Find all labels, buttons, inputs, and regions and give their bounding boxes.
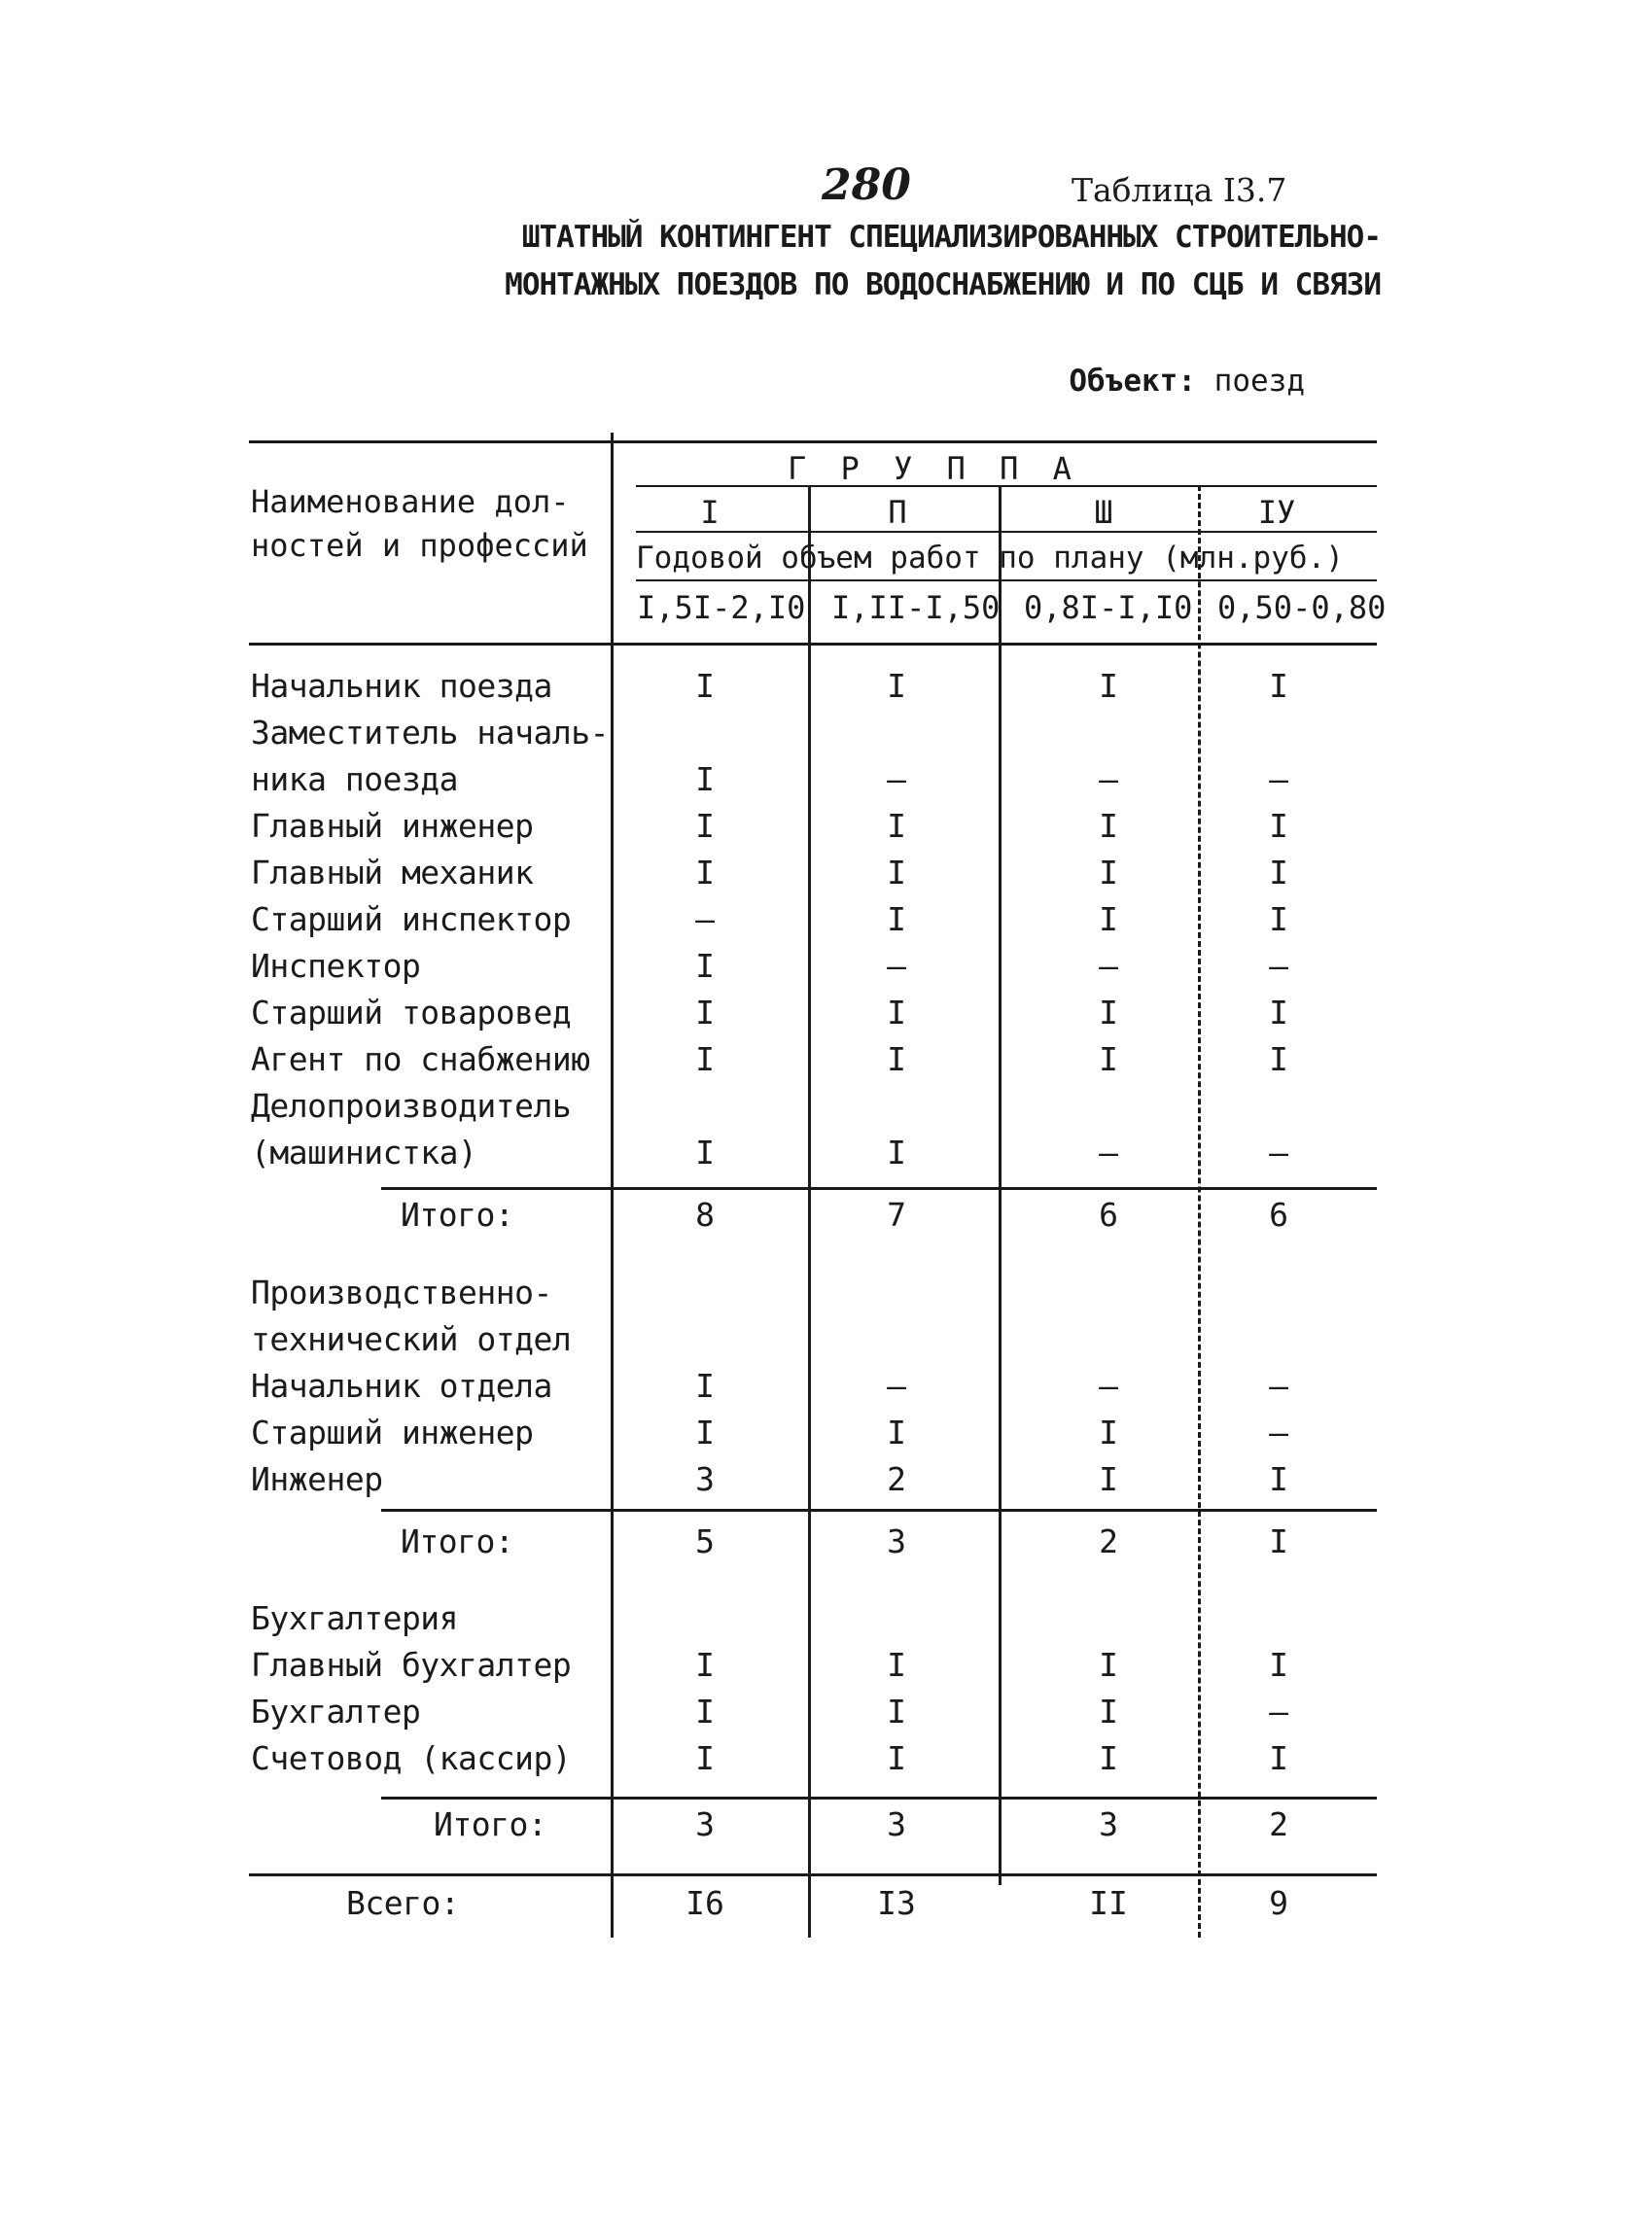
subtotal-rule-1	[381, 1187, 1377, 1190]
cell-group-4: –	[1269, 760, 1288, 798]
row-name: (машинистка)	[251, 1134, 477, 1171]
cell-group-3: I	[1099, 1040, 1118, 1078]
table-label: Таблица I3.7	[1072, 171, 1287, 209]
name-column-divider	[611, 433, 614, 1938]
cell-group-3: I	[1099, 900, 1118, 938]
volume-header: Годовой объем работ по плану (млн.руб.)	[636, 541, 1344, 576]
cell-group-4: I	[1269, 1522, 1288, 1560]
cell-group-1: 5	[695, 1522, 715, 1560]
subtotal-rule-3	[381, 1797, 1377, 1800]
row-name: Агент по снабжению	[251, 1040, 590, 1078]
cell-group-2: 3	[887, 1805, 906, 1843]
cell-group-2: I	[887, 1414, 906, 1451]
table-top-rule	[249, 440, 1377, 443]
row-name: ника поезда	[251, 760, 459, 798]
cell-group-3: I	[1099, 1414, 1118, 1451]
cell-group-4: I	[1269, 1739, 1288, 1777]
cell-group-4: 9	[1269, 1884, 1288, 1922]
cell-group-1: I	[695, 1134, 715, 1171]
name-column-header-1: Наименование дол-	[251, 483, 570, 520]
cell-group-2: I	[887, 807, 906, 845]
group-header: Г Р У П П А	[788, 450, 1079, 487]
cell-group-2: I	[887, 1693, 906, 1731]
cell-group-4: –	[1269, 1134, 1288, 1171]
cell-group-1: I	[695, 1646, 715, 1684]
cell-group-1: 3	[695, 1460, 715, 1498]
cell-group-4: –	[1269, 1367, 1288, 1405]
cell-group-2: I	[887, 994, 906, 1032]
column-divider-2	[999, 485, 1002, 1885]
cell-group-3: –	[1099, 947, 1118, 985]
range-3: 0,8I-I,I0	[1024, 589, 1193, 626]
cell-group-4: I	[1269, 1040, 1288, 1078]
row-name: технический отдел	[251, 1320, 572, 1358]
group-roman-1: I	[700, 494, 720, 531]
cell-group-3: I	[1099, 854, 1118, 892]
cell-group-4: –	[1269, 947, 1288, 985]
cell-group-1: I	[695, 854, 715, 892]
cell-group-1: I	[695, 1739, 715, 1777]
row-name: Производственно-	[251, 1274, 552, 1311]
cell-group-2: I	[887, 667, 906, 705]
row-name: Счетовод (кассир)	[251, 1739, 572, 1777]
object-value: поезд	[1213, 364, 1305, 399]
roman-underline	[636, 531, 1377, 533]
row-name: Инспектор	[251, 947, 421, 985]
table-title-line-2: МОНТАЖНЫХ ПОЕЗДОВ ПО ВОДОСНАБЖЕНИЮ И ПО СЦБ И СВЯЗИ	[505, 267, 1381, 302]
cell-group-2: –	[887, 947, 906, 985]
name-column-header-2: ностей и профессий	[251, 527, 588, 564]
table-title-line-1: ШТАТНЫЙ КОНТИНГЕНТ СПЕЦИАЛИЗИРОВАННЫХ СТРОИТЕЛЬНО-	[521, 220, 1381, 255]
cell-group-2: I	[887, 1040, 906, 1078]
row-name: Старший инспектор	[251, 900, 572, 938]
cell-group-4: I	[1269, 667, 1288, 705]
cell-group-4: I	[1269, 1646, 1288, 1684]
total-rule	[249, 1873, 1377, 1876]
cell-group-4: –	[1269, 1693, 1288, 1731]
cell-group-1: I	[695, 807, 715, 845]
group-roman-4: IУ	[1257, 494, 1296, 531]
cell-group-1: I	[695, 1040, 715, 1078]
row-name: Главный механик	[251, 854, 534, 892]
row-name: Начальник отдела	[251, 1367, 552, 1405]
cell-group-3: –	[1099, 1367, 1118, 1405]
cell-group-2: I3	[877, 1884, 916, 1922]
subtotal-rule-2	[381, 1509, 1377, 1512]
cell-group-3: 3	[1099, 1805, 1118, 1843]
row-name: Начальник поезда	[251, 667, 552, 705]
cell-group-4: 2	[1269, 1805, 1288, 1843]
cell-group-1: I	[695, 947, 715, 985]
column-divider-1	[808, 485, 811, 1938]
cell-group-4: I	[1269, 807, 1288, 845]
range-1: I,5I-2,I0	[637, 589, 806, 626]
cell-group-2: I	[887, 900, 906, 938]
row-name: Старший инженер	[251, 1414, 534, 1451]
cell-group-2: 3	[887, 1522, 906, 1560]
group-roman-2: П	[888, 494, 907, 531]
cell-group-3: –	[1099, 1134, 1118, 1171]
cell-group-3: 6	[1099, 1196, 1118, 1234]
cell-group-2: I	[887, 854, 906, 892]
cell-group-4: I	[1269, 994, 1288, 1032]
cell-group-4: I	[1269, 900, 1288, 938]
cell-group-3: II	[1089, 1884, 1128, 1922]
cell-group-1: I	[695, 760, 715, 798]
cell-group-3: I	[1099, 994, 1118, 1032]
row-name: Бухгалтер	[251, 1693, 421, 1731]
subtotal-label: Итого:	[434, 1805, 547, 1843]
cell-group-1: I	[695, 667, 715, 705]
cell-group-3: I	[1099, 667, 1118, 705]
range-2: I,II-I,50	[831, 589, 1001, 626]
cell-group-1: –	[695, 900, 715, 938]
grand-total-label: Всего:	[346, 1884, 460, 1922]
cell-group-3: I	[1099, 1739, 1118, 1777]
row-name: Старший товаровед	[251, 994, 572, 1032]
cell-group-2: I	[887, 1646, 906, 1684]
cell-group-2: I	[887, 1134, 906, 1171]
cell-group-1: 3	[695, 1805, 715, 1843]
subtotal-label: Итого:	[401, 1522, 514, 1560]
cell-group-2: I	[887, 1739, 906, 1777]
cell-group-1: 8	[695, 1196, 715, 1234]
cell-group-4: I	[1269, 1460, 1288, 1498]
cell-group-3: I	[1099, 807, 1118, 845]
page-number: 280	[822, 160, 911, 210]
header-bottom-rule	[249, 643, 1377, 646]
cell-group-2: –	[887, 760, 906, 798]
row-name: Главный бухгалтер	[251, 1646, 572, 1684]
object-label: Объект:	[1069, 364, 1196, 399]
subtotal-label: Итого:	[401, 1196, 514, 1234]
cell-group-3: –	[1099, 760, 1118, 798]
cell-group-2: –	[887, 1367, 906, 1405]
range-4: 0,50-0,80	[1217, 589, 1387, 626]
row-name: Делопроизводитель	[251, 1087, 572, 1125]
volume-underline	[636, 579, 1377, 581]
cell-group-3: I	[1099, 1460, 1118, 1498]
cell-group-1: I	[695, 994, 715, 1032]
row-name: Заместитель началь-	[251, 714, 609, 752]
cell-group-4: I	[1269, 854, 1288, 892]
cell-group-1: I	[695, 1693, 715, 1731]
group-roman-3: Ш	[1094, 494, 1113, 531]
cell-group-4: 6	[1269, 1196, 1288, 1234]
cell-group-3: I	[1099, 1646, 1118, 1684]
cell-group-1: I6	[685, 1884, 724, 1922]
row-name: Главный инженер	[251, 807, 534, 845]
cell-group-4: –	[1269, 1414, 1288, 1451]
cell-group-2: 2	[887, 1460, 906, 1498]
cell-group-1: I	[695, 1367, 715, 1405]
row-name: Бухгалтерия	[251, 1599, 459, 1637]
cell-group-2: 7	[887, 1196, 906, 1234]
row-name: Инженер	[251, 1460, 383, 1498]
cell-group-3: I	[1099, 1693, 1118, 1731]
cell-group-1: I	[695, 1414, 715, 1451]
column-divider-3	[1198, 485, 1201, 1938]
cell-group-3: 2	[1099, 1522, 1118, 1560]
